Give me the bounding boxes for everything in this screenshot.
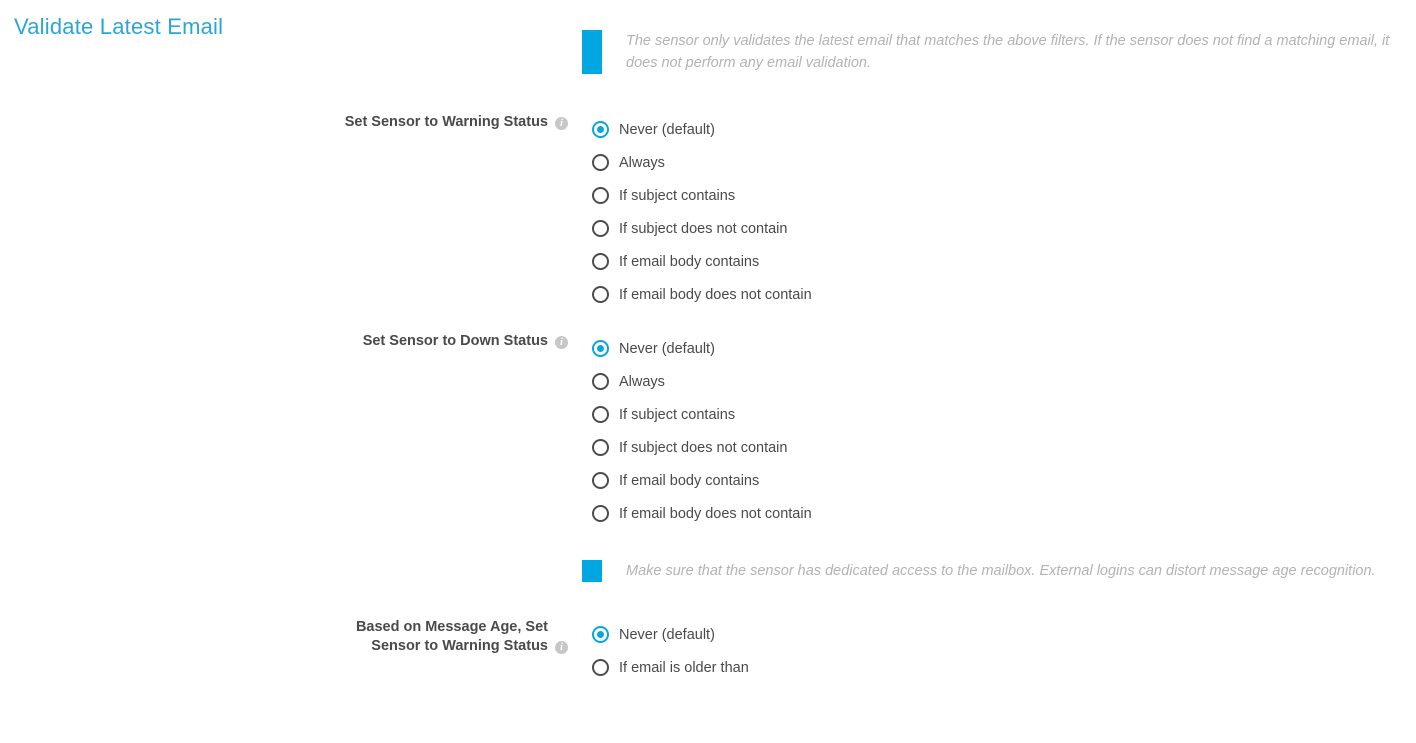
radio-indicator[interactable]: [592, 220, 609, 237]
note-body: [568, 560, 1416, 582]
radio-indicator[interactable]: [592, 373, 609, 390]
field-label-down-status: [0, 332, 568, 351]
radio-option-if-subject-contains[interactable]: [592, 398, 1416, 431]
note-accent-bar: [582, 560, 602, 582]
radio-option-label: If subject does not contain: [619, 220, 788, 237]
radio-option-label: Never (default): [619, 340, 715, 357]
radio-option-if-email-body-does-not-contain[interactable]: [592, 278, 1416, 311]
info-icon[interactable]: i: [555, 641, 568, 654]
field-label-message-age: [0, 618, 568, 656]
note-text: Make sure that the sensor has dedicated access to the mailbox. External logins can distort message age recognition.: [626, 563, 1376, 579]
radio-group-down-status: [568, 332, 1416, 530]
radio-option-if-email-body-contains[interactable]: [592, 464, 1416, 497]
radio-option-always[interactable]: [592, 146, 1416, 179]
label-text: Based on Message Age, Set Sensor to Warning Status: [355, 619, 548, 654]
radio-option-label: Never (default): [619, 626, 715, 643]
radio-group-warning-status: [568, 113, 1416, 311]
radio-option-if-subject-contains[interactable]: [592, 179, 1416, 212]
radio-option-never-default[interactable]: [592, 618, 1416, 651]
radio-option-if-email-is-older-than[interactable]: [592, 651, 1416, 684]
radio-option-label: Always: [619, 154, 665, 171]
note-accent-bar: [582, 30, 602, 74]
radio-group-message-age: [568, 618, 1416, 684]
radio-option-label: If email is older than: [619, 659, 749, 676]
radio-option-label: If subject contains: [619, 187, 736, 204]
radio-option-label: If email body does not contain: [619, 286, 812, 303]
radio-indicator[interactable]: [592, 340, 609, 357]
radio-option-label: If email body contains: [619, 472, 760, 489]
radio-indicator[interactable]: [592, 121, 609, 138]
radio-indicator[interactable]: [592, 286, 609, 303]
radio-indicator[interactable]: [592, 154, 609, 171]
radio-indicator[interactable]: [592, 472, 609, 489]
info-icon[interactable]: i: [555, 117, 568, 130]
radio-indicator[interactable]: [592, 439, 609, 456]
label-text: Set Sensor to Down Status: [362, 333, 548, 349]
radio-option-never-default[interactable]: [592, 113, 1416, 146]
radio-indicator[interactable]: [592, 505, 609, 522]
info-icon[interactable]: i: [555, 336, 568, 349]
radio-indicator[interactable]: [592, 187, 609, 204]
radio-option-if-subject-does-not-contain[interactable]: [592, 431, 1416, 464]
radio-option-if-email-body-does-not-contain[interactable]: [592, 497, 1416, 530]
note-body: [568, 30, 1416, 74]
field-label-warning-status: [0, 113, 568, 132]
radio-option-label: Never (default): [619, 121, 715, 138]
note-latest-email: [0, 30, 1416, 74]
radio-indicator[interactable]: [592, 253, 609, 270]
field-based-on-message-age: [0, 618, 1416, 684]
field-set-sensor-to-warning-status: [0, 113, 1416, 311]
radio-option-label: If subject contains: [619, 406, 736, 423]
radio-indicator[interactable]: [592, 659, 609, 676]
radio-option-if-subject-does-not-contain[interactable]: [592, 212, 1416, 245]
label-text: Set Sensor to Warning Status: [344, 114, 548, 130]
radio-option-always[interactable]: [592, 365, 1416, 398]
radio-option-never-default[interactable]: [592, 332, 1416, 365]
radio-option-if-email-body-contains[interactable]: [592, 245, 1416, 278]
radio-option-label: Always: [619, 373, 665, 390]
radio-indicator[interactable]: [592, 626, 609, 643]
page-title: Validate Latest Email: [14, 14, 224, 39]
radio-option-label: If email body contains: [619, 253, 760, 270]
radio-indicator[interactable]: [592, 406, 609, 423]
note-dedicated-access: [0, 560, 1416, 582]
radio-option-label: If subject does not contain: [619, 439, 788, 456]
field-set-sensor-to-down-status: [0, 332, 1416, 530]
radio-option-label: If email body does not contain: [619, 505, 812, 522]
note-text: The sensor only validates the latest email that matches the above filters. If the sensor does not find a matching email, it does not perform any email validation.: [626, 33, 1390, 71]
